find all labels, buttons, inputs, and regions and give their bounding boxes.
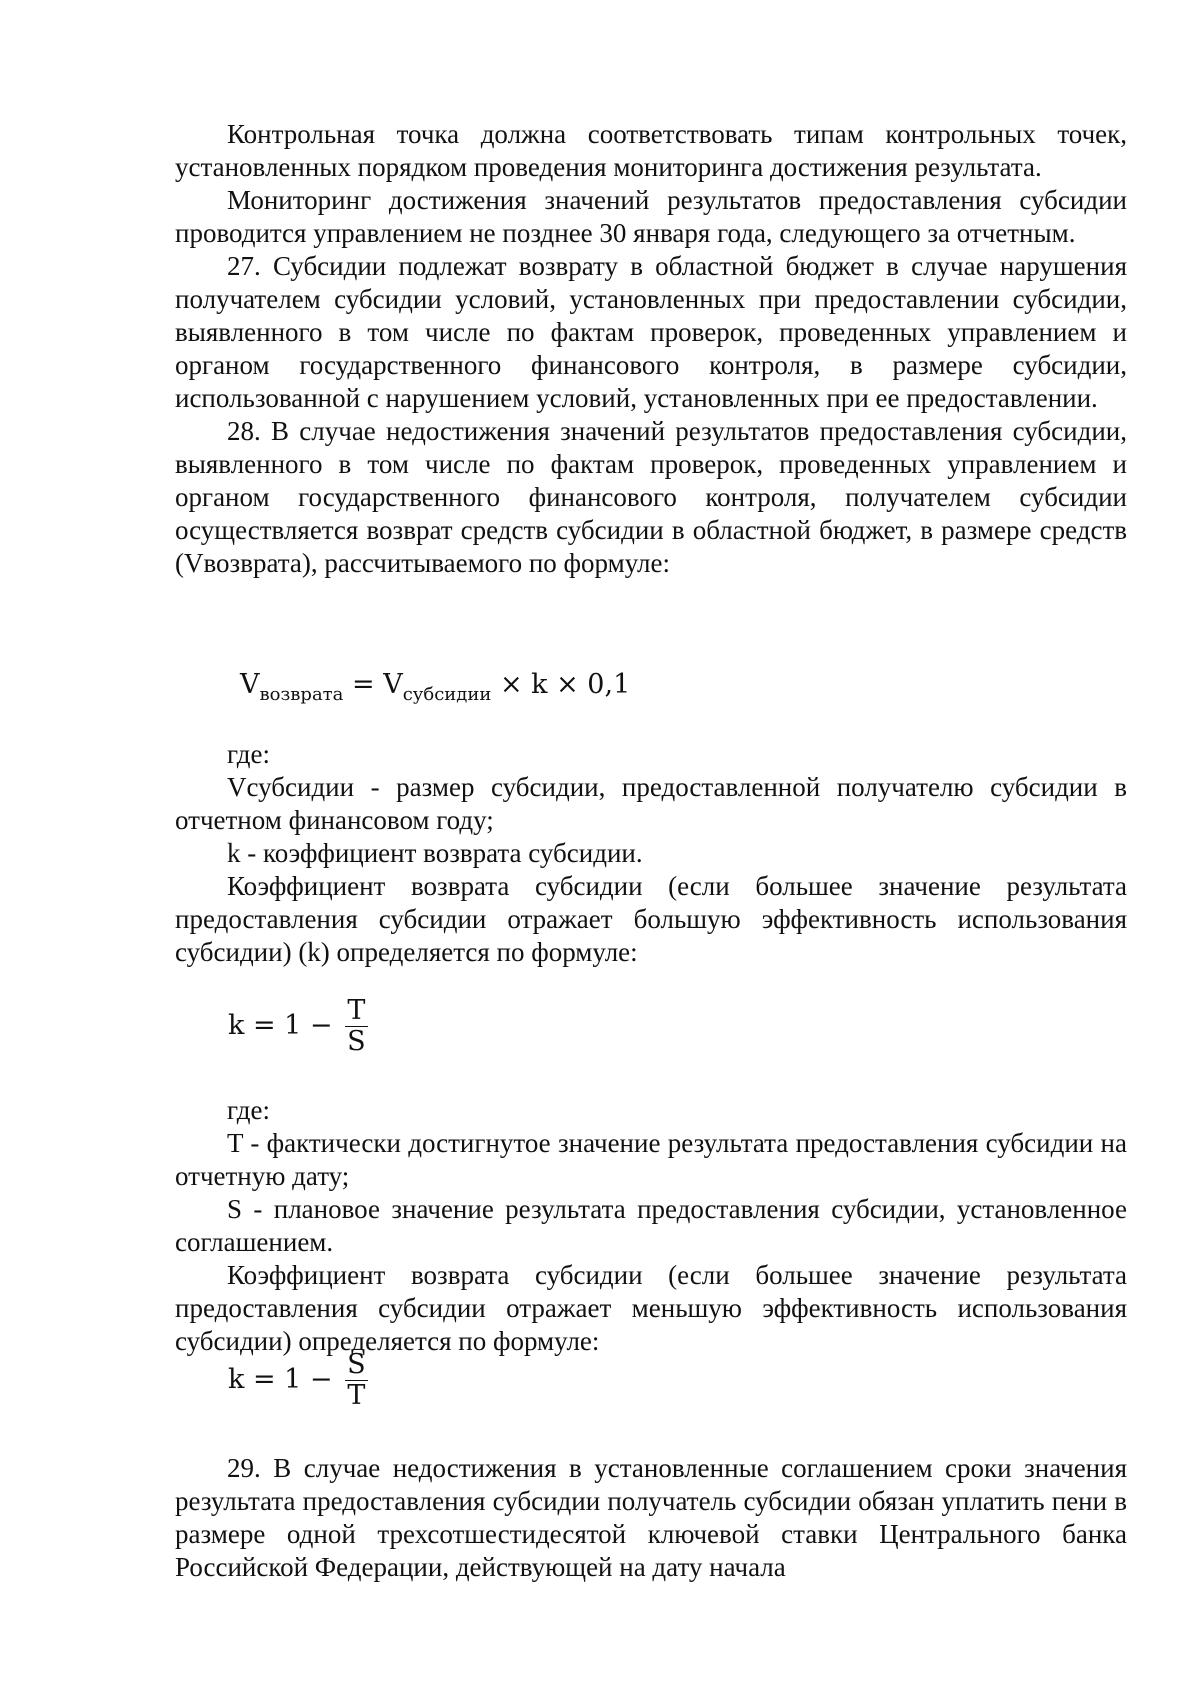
paragraph-28: 28. В случае недостижения значений результатов предоставления субсидии, выявленного в том числе по фактам проверок, проведенных управлением и органом государственного финансового контроля, получателем субсидии осуществляется возврат средств субсидии в областной бюджет, в размере средств (Vвозврата), рассчитываемого по формуле: [175, 416, 1127, 578]
formula3-fraction [345, 1350, 368, 1411]
paragraph-coefficient-1: Коэффициент возврата субсидии (если большее значение результата предоставления субсидии отражает большую эффективность использования субсидии) (k) определяется по формуле: [175, 871, 1127, 967]
definition-s: S - плановое значение результата предоставления субсидии, установленное соглашением. [175, 1194, 1127, 1257]
formula-k-s-over-t [228, 1350, 368, 1411]
paragraph-27: 27. Субсидии подлежат возврату в областной бюджет в случае нарушения получателем субсидии условий, установленных при предоставлении субсидии, выявленного в том числе по фактам проверок, проведенных управлением и органом государственного финансового контроля, в размере субсидии, использованной с нарушением условий, установленных при ее предоставлении. [175, 251, 1127, 413]
formula2-mid: = 1 − [252, 1010, 333, 1041]
formula-equals: = [351, 669, 375, 700]
formula2-denominator: S [347, 1026, 366, 1057]
formula-k-t-over-s [228, 996, 368, 1057]
text-block-paragraph-29 [175, 1452, 1127, 1584]
formula3-mid: = 1 − [252, 1364, 333, 1395]
formula3-k: k [228, 1364, 245, 1395]
paragraph-control-point: Контрольная точка должна соответствовать типам контрольных точек, установленных порядком проведения мониторинга достижения результата. [175, 119, 1127, 182]
text-block-top [175, 118, 1127, 580]
formula-refund [240, 668, 630, 704]
definition-t: T - фактически достигнутое значение результата предоставления субсидии на отчетную дату; [175, 1128, 1127, 1191]
formula-sub-vozvrata: возврата [259, 684, 344, 705]
paragraph-monitoring: Мониторинг достижения значений результатов предоставления субсидии проводится управлением не позднее 30 января года, следующего за отчетным. [175, 185, 1127, 248]
formula2-fraction [345, 996, 368, 1057]
where-label-2: где: [227, 1095, 270, 1125]
formula3-numerator: S [347, 1349, 366, 1380]
paragraph-coefficient-2: Коэффициент возврата субсидии (если большее значение результата предоставления субсидии отражает меньшую эффективность использования субсидии) определяется по формуле: [175, 1260, 1127, 1356]
text-block-definitions-1 [175, 738, 1127, 969]
text-block-definitions-2 [175, 1094, 1127, 1358]
formula-var-v: V [240, 669, 260, 700]
formula-tail: × k × 0,1 [499, 669, 631, 700]
where-label-1: где: [227, 739, 270, 769]
paragraph-29: 29. В случае недостижения в установленные соглашением сроки значения результата предоставления субсидии получатель субсидии обязан уплатить пени в размере одной трехсотшестидесятой ключевой ставки Центрального банка Российской Федерации, действующей на дату начала [175, 1453, 1127, 1582]
formula2-numerator: T [347, 995, 366, 1026]
formula-var-v2: V [383, 669, 403, 700]
definition-k: k - коэффициент возврата субсидии. [227, 838, 643, 868]
formula-sub-subsidii: субсидии [402, 684, 492, 705]
formula2-k: k [228, 1010, 245, 1041]
definition-vsubsidii: Vсубсидии - размер субсидии, предоставленной получателю субсидии в отчетном финансовом году; [175, 772, 1127, 835]
formula3-denominator: T [347, 1380, 366, 1411]
